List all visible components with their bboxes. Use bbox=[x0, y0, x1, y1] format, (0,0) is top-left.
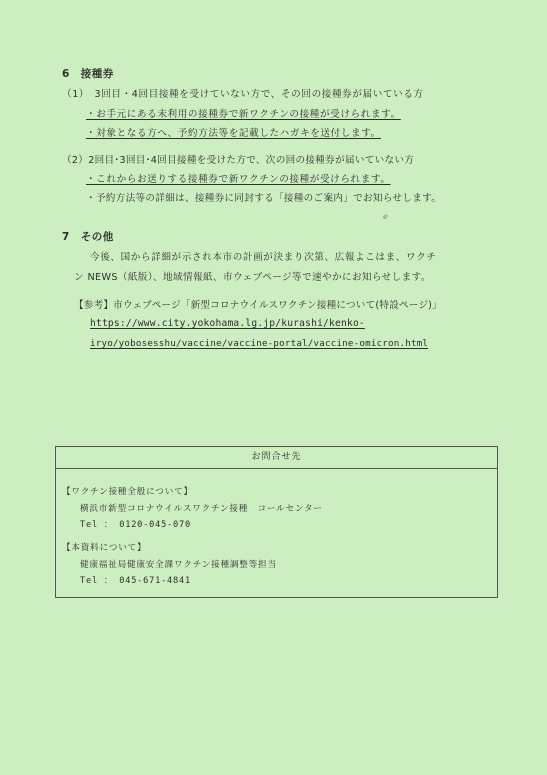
section-6-item-1-bullet-1: ・お手元にある未利用の接種券で新ワクチンの接種が受けられます。 bbox=[86, 109, 401, 120]
section-6-heading: 6 接種券 bbox=[62, 68, 114, 80]
paper-speck: ℯ bbox=[383, 212, 388, 221]
reference-label: 【参考】市ウェブページ「新型コロナウイルスワクチン接種について(特設ページ)」 bbox=[74, 300, 442, 311]
contact-box bbox=[55, 446, 498, 598]
contact-box-title: お問合せ先 bbox=[56, 447, 497, 469]
contact-group-2-organization: 健康福祉局健康安全課ワクチン接種調整等担当 bbox=[80, 560, 277, 570]
reference-url-line-2[interactable]: iryo/yobosesshu/vaccine/vaccine-portal/vaccine-omicron.html bbox=[90, 338, 429, 349]
contact-group-2-heading: 【本資料について】 bbox=[62, 543, 147, 553]
contact-group-1-organization: 横浜市新型コロナウイルスワクチン接種 コールセンター bbox=[80, 504, 323, 514]
reference-url-line-1[interactable]: https://www.city.yokohama.lg.jp/kurashi/kenko- bbox=[90, 318, 365, 329]
section-6-item-2: （2）2回目･3回目･4回目接種を受けた方で、次の回の接種券が届いていない方 bbox=[62, 155, 415, 166]
section-6-item-2-bullet-1: ・これからお送りする接種券で新ワクチンの接種が受けられます。 bbox=[86, 174, 391, 185]
contact-group-1-heading: 【ワクチン接種全般について】 bbox=[62, 487, 193, 497]
section-7-paragraph-line-2: ン NEWS（紙版）、地域情報紙、市ウェブページ等で速やかにお知らせします。 bbox=[74, 272, 431, 283]
contact-group-2-phone: Tel ： 045-671-4841 bbox=[80, 576, 191, 586]
section-6-item-1-bullet-2: ・対象となる方へ、予約方法等を記載したハガキを送付します。 bbox=[86, 128, 381, 139]
contact-group-1-phone: Tel ： 0120-045-070 bbox=[80, 520, 191, 530]
section-6-item-2-bullet-2: ・予約方法等の詳細は、接種券に同封する「接種のご案内」でお知らせします。 bbox=[86, 193, 442, 204]
section-6-item-1: （1） 3回目・4回目接種を受けていない方で、その回の接種券が届いている方 bbox=[62, 89, 424, 100]
section-7-heading: 7 その他 bbox=[62, 231, 114, 243]
section-7-paragraph-line-1: 今後、国から詳細が示され本市の計画が決まり次第、広報よこはま、ワクチ bbox=[90, 252, 437, 263]
